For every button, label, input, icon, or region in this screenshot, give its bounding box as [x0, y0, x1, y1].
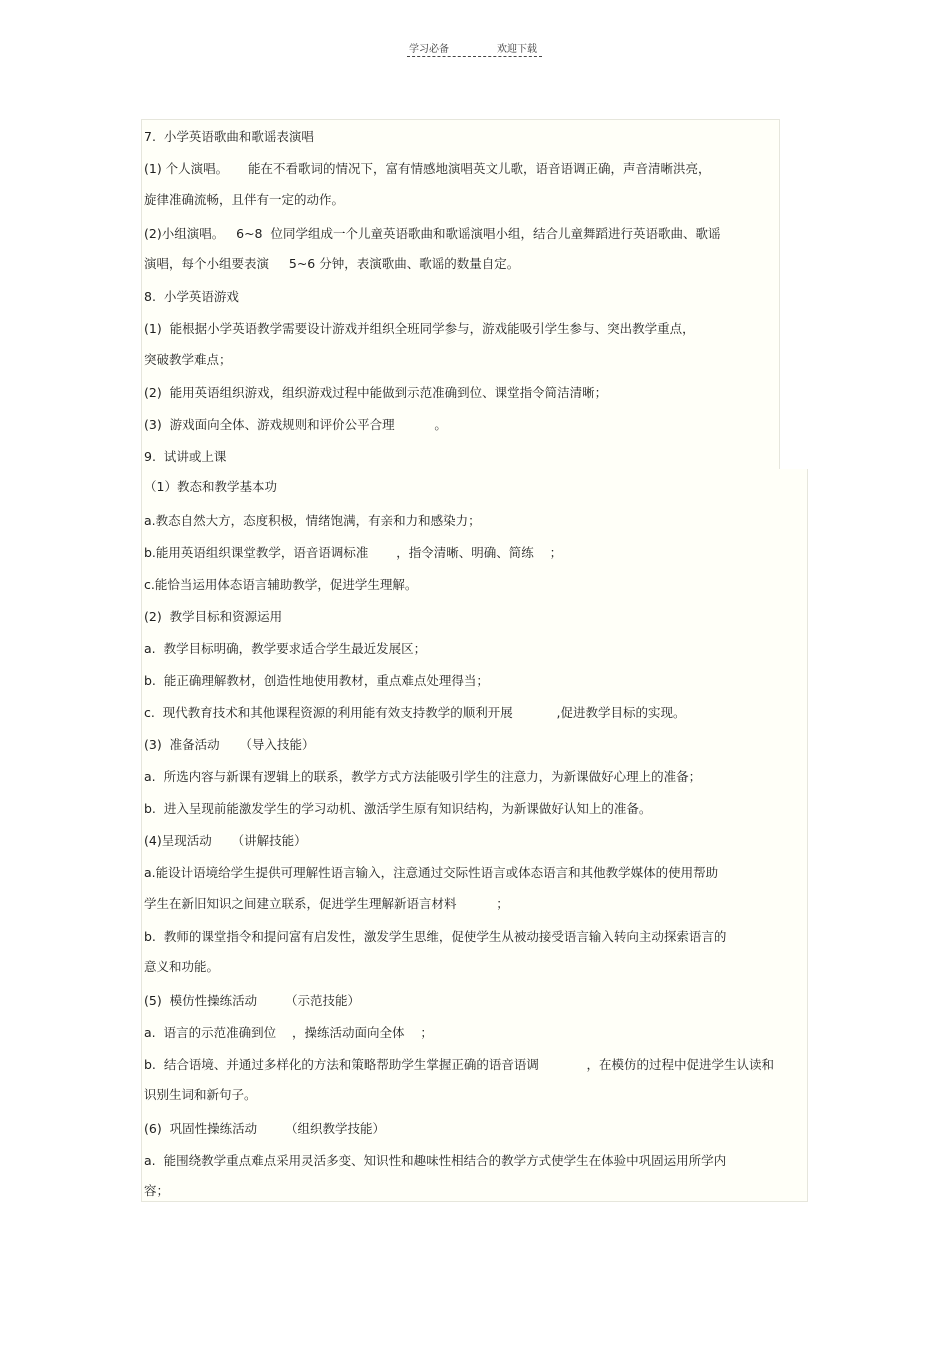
- paragraph-line: a. 能围绕教学重点难点采用灵活多变、知识性和趣味性相结合的教学方式使学生在体验中巩固运用所学内: [144, 1153, 727, 1168]
- subsection-heading: (6) 巩固性操练活动 （组织教学技能）: [144, 1121, 385, 1136]
- paragraph-line: b. 结合语境、并通过多样化的方法和策略帮助学生掌握正确的语音语调 ，在模仿的过程中促进学生认读和: [144, 1057, 775, 1072]
- subsection-heading: （1）教态和教学基本功: [144, 479, 277, 494]
- paragraph-line: c.能恰当运用体态语言辅助教学，促进学生理解。: [144, 577, 418, 592]
- paragraph-line: (3) 游戏面向全体、游戏规则和评价公平合理 。: [144, 417, 447, 432]
- paragraph-line: b.能用英语组织课堂教学，语音语调标准 ，指令清晰、明确、简练 ；: [144, 545, 563, 560]
- header-left-text: 学习必备: [409, 44, 449, 55]
- paragraph-line: 容；: [144, 1183, 170, 1198]
- paragraph-line: (2)小组演唱。 6~8 位同学组成一个儿童英语歌曲和歌谣演唱小组，结合儿童舞蹈进行英语歌曲、歌谣: [144, 226, 721, 241]
- paragraph-line: 识别生词和新句子。: [144, 1087, 257, 1102]
- paragraph-line: a. 语言的示范准确到位 ，操练活动面向全体 ；: [144, 1025, 433, 1040]
- paragraph-line: (1) 能根据小学英语教学需要设计游戏并组织全班同学参与，游戏能吸引学生参与、突出教学重点，: [144, 321, 695, 336]
- paragraph-line: 学生在新旧知识之间建立联系，促进学生理解新语言材料 ；: [144, 896, 509, 911]
- paragraph-line: 意义和功能。: [144, 959, 220, 974]
- paragraph-line: b. 进入呈现前能激发学生的学习动机、激活学生原有知识结构，为新课做好认知上的准备。: [144, 801, 652, 816]
- paragraph-line: (1) 个人演唱。 能在不看歌词的情况下，富有情感地演唱英文儿歌，语音语调正确，声音清晰洪亮，: [144, 161, 711, 176]
- paragraph-line: c. 现代教育技术和其他课程资源的利用能有效支持教学的顺利开展 ,促进教学目标的实现。: [144, 705, 686, 720]
- paragraph-line: a. 所选内容与新课有逻辑上的联系，教学方式方法能吸引学生的注意力，为新课做好心理上的准备；: [144, 769, 702, 784]
- paragraph-line: 旋律准确流畅，且伴有一定的动作。: [144, 192, 345, 207]
- subsection-heading: (2) 教学目标和资源运用: [144, 609, 283, 624]
- paragraph-line: a. 教学目标明确，教学要求适合学生最近发展区；: [144, 641, 427, 656]
- page-header: [407, 38, 542, 57]
- section-heading-8: 8. 小学英语游戏: [144, 289, 239, 304]
- section-heading-7: 7. 小学英语歌曲和歌谣表演唱: [144, 129, 314, 144]
- subsection-heading: (4)呈现活动 （讲解技能）: [144, 833, 307, 848]
- paragraph-line: a.能设计语境给学生提供可理解性语言输入，注意通过交际性语言或体态语言和其他教学媒体的使用帮助: [144, 865, 719, 880]
- section-heading-9: 9. 试讲或上课: [144, 449, 227, 464]
- paragraph-line: 突破教学难点；: [144, 352, 232, 367]
- paragraph-line: b. 能正确理解教材，创造性地使用教材，重点难点处理得当；: [144, 673, 489, 688]
- paragraph-line: 演唱，每个小组要表演 5~6 分钟，表演歌曲、歌谣的数量自定。: [144, 256, 520, 271]
- paragraph-line: (2) 能用英语组织游戏，组织游戏过程中能做到示范准确到位、课堂指令简洁清晰；: [144, 385, 608, 400]
- subsection-heading: (5) 模仿性操练活动 （示范技能）: [144, 993, 360, 1008]
- paragraph-line: a.教态自然大方，态度积极，情绪饱满，有亲和力和感染力；: [144, 513, 481, 528]
- subsection-heading: (3) 准备活动 （导入技能）: [144, 737, 315, 752]
- paragraph-line: b. 教师的课堂指令和提问富有启发性，激发学生思维，促使学生从被动接受语言输入转向主动探索语言的: [144, 929, 727, 944]
- header-right-text: 欢迎下载: [497, 44, 537, 55]
